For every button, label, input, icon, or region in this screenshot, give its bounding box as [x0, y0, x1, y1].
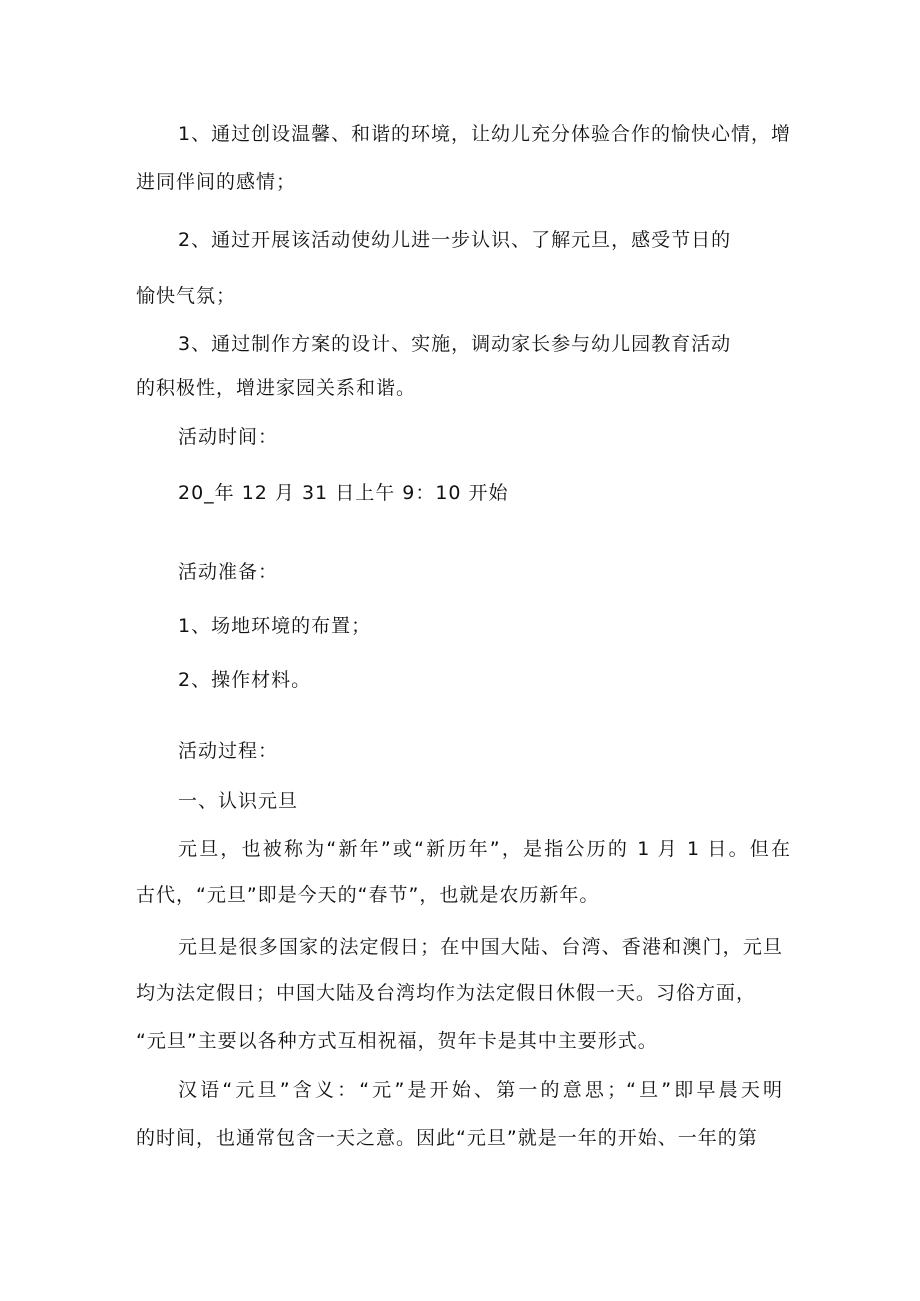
- paragraph-goal-1-line-1: 1、通过创设温馨、和谐的环境，让幼儿充分体验合作的愉快心情，增: [178, 123, 790, 145]
- heading-activity-preparation: 活动准备：: [178, 561, 279, 583]
- paragraph-holiday-line-1: 元旦是很多国家的法定假日；在中国大陆、台湾、香港和澳门，元旦: [178, 936, 782, 958]
- paragraph-goal-1-line-2: 进同伴间的感情；: [136, 171, 297, 193]
- paragraph-goal-3-line-2: 的积极性，增进家园关系和谐。: [136, 377, 417, 399]
- heading-activity-process: 活动过程：: [178, 740, 279, 762]
- paragraph-new-year-line-1: 元旦，也被称为“新年”或“新历年”，是指公历的 1 月 1 日。但在: [178, 838, 790, 860]
- preparation-item-2: 2、操作材料。: [178, 669, 312, 691]
- paragraph-goal-2-line-1: 2、通过开展该活动使幼儿进一步认识、了解元旦，感受节日的: [178, 229, 732, 251]
- paragraph-meaning-line-1: 汉语“元旦”含义：“元”是开始、第一的意思；“旦”即早晨天明: [178, 1079, 782, 1101]
- heading-activity-time: 活动时间：: [178, 426, 279, 448]
- paragraph-meaning-line-2: 的时间，也通常包含一天之意。因此“元旦”就是一年的开始、一年的第: [136, 1127, 758, 1149]
- section-heading-know-new-year: 一、认识元旦: [178, 790, 299, 812]
- paragraph-holiday-line-3: “元旦”主要以各种方式互相祝福，贺年卡是其中主要形式。: [136, 1030, 658, 1052]
- paragraph-goal-2-line-2: 愉快气氛；: [136, 285, 237, 307]
- paragraph-goal-3-line-1: 3、通过制作方案的设计、实施，调动家长参与幼儿园教育活动: [178, 333, 732, 355]
- paragraph-holiday-line-2: 均为法定假日；中国大陆及台湾均作为法定假日休假一天。习俗方面，: [136, 982, 757, 1004]
- preparation-item-1: 1、场地环境的布置；: [178, 615, 372, 637]
- paragraph-new-year-line-2: 古代，“元旦”即是今天的“春节”，也就是农历新年。: [136, 884, 600, 906]
- activity-time-value: 20_年 12 月 31 日上午 9：10 开始: [178, 482, 509, 504]
